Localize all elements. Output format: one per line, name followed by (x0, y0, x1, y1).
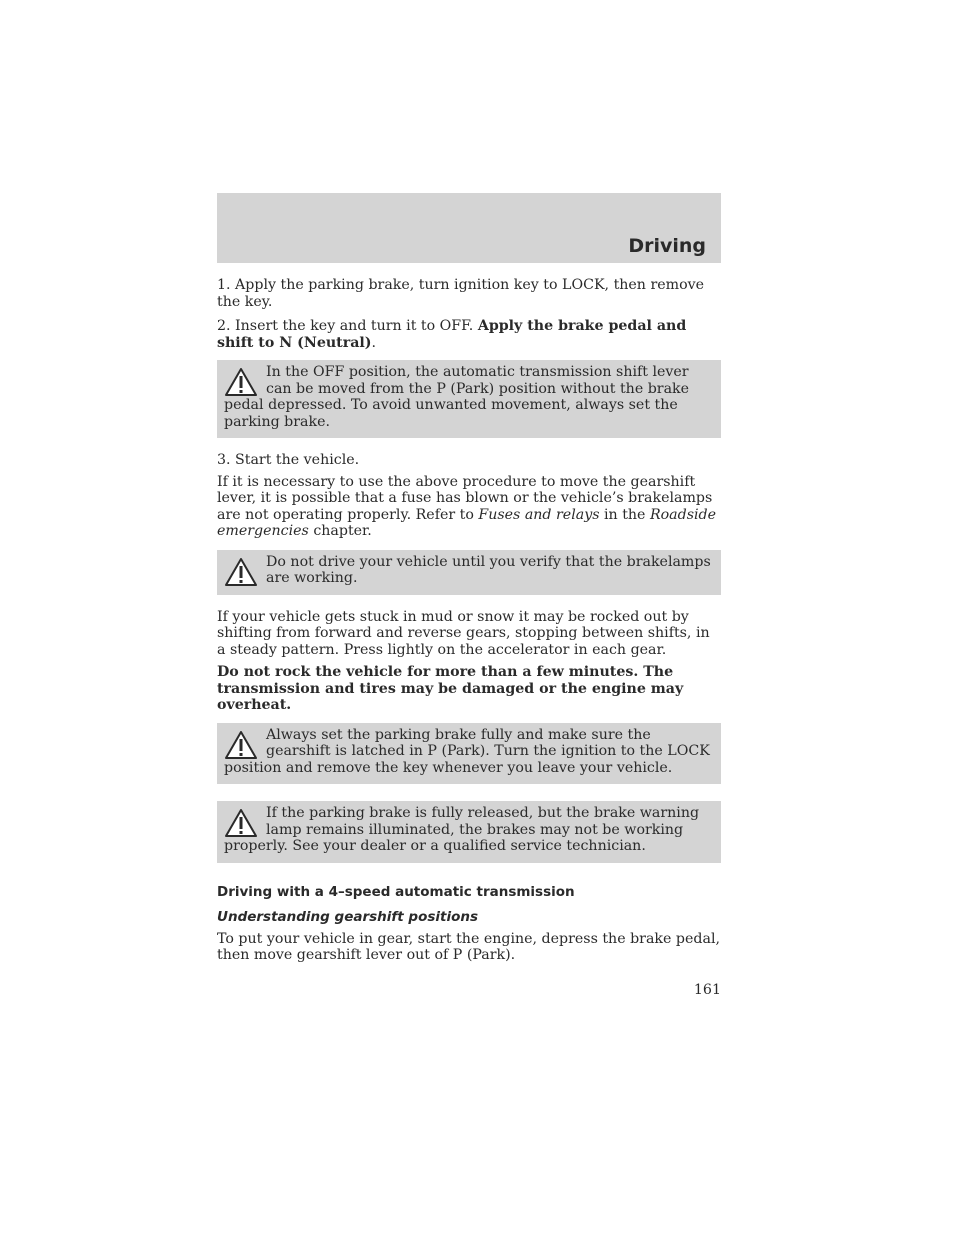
subsection-heading: Understanding gearshift positions (217, 908, 479, 925)
warning-text: Always set the parking brake fully and make sure the gearshift is latched in P (Park). Turn the ignition to the LOCK position and remove the key whenever you leave your vehicle. (224, 726, 710, 776)
step-3-text: 3. Start the vehicle. (217, 452, 360, 468)
warning-box-brakelamps (217, 550, 721, 595)
step-2-plain: 2. Insert the key and turn it to OFF. (217, 318, 478, 334)
warning-triangle-icon (224, 808, 260, 838)
warning-text: In the OFF position, the automatic transmission shift lever can be moved from the P (Park) position without the brake pedal depressed. To avoid unwanted movement, always set the parking brake. (224, 364, 690, 430)
fuse-text-3: chapter. (308, 523, 372, 539)
section-heading: Driving with a 4–speed automatic transmission (217, 883, 575, 900)
warning-triangle-icon (224, 730, 260, 760)
chapter-header-band (217, 193, 721, 263)
step-2-text (217, 318, 721, 351)
warning-triangle-icon (224, 367, 260, 397)
rocking-warning-paragraph: Do not rock the vehicle for more than a few minutes. The transmission and tires may be damaged or the engine may overheat. (217, 664, 684, 713)
fuse-text-2: in the (599, 506, 650, 523)
warning-box-off-position (217, 360, 721, 438)
warning-box-park (217, 723, 721, 785)
fuse-paragraph (217, 474, 721, 540)
warning-box-brake-lamp (217, 801, 721, 863)
page-number: 161 (693, 981, 721, 998)
step-2-end: . (371, 334, 377, 351)
warning-triangle-icon (224, 557, 260, 587)
manual-page (217, 193, 721, 998)
chapter-title: Driving (628, 235, 706, 257)
warning-text: Do not drive your vehicle until you verify that the brakelamps are working. (266, 553, 711, 586)
fuse-italic-1: Fuses and relays (478, 506, 600, 523)
gear-paragraph: To put your vehicle in gear, start the engine, depress the brake pedal, then move gearshift lever out of P (Park). (217, 930, 720, 963)
step-1-text: 1. Apply the parking brake, turn ignition key to LOCK, then remove the key. (217, 277, 705, 310)
warning-text: If the parking brake is fully released, but the brake warning lamp remains illuminated, the brakes may not be working properly. See your dealer or a qualified service technician. (224, 805, 700, 854)
fuse-text-1: If it is necessary to use the above procedure to move the gearshift lever, it is possible that a fuse has blown or the vehicle’s brakelamps are not operating properly. Refer to (217, 473, 713, 523)
rocking-paragraph: If your vehicle gets stuck in mud or snow it may be rocked out by shifting from forward and reverse gears, stopping between shifts, in a steady pattern. Press lightly on the accelerator in each gear. (217, 608, 710, 658)
fuse-italic-2: Roadside emergencies (217, 506, 717, 539)
step-2-bold: Apply the brake pedal and shift to N (Neutral) (217, 318, 687, 351)
